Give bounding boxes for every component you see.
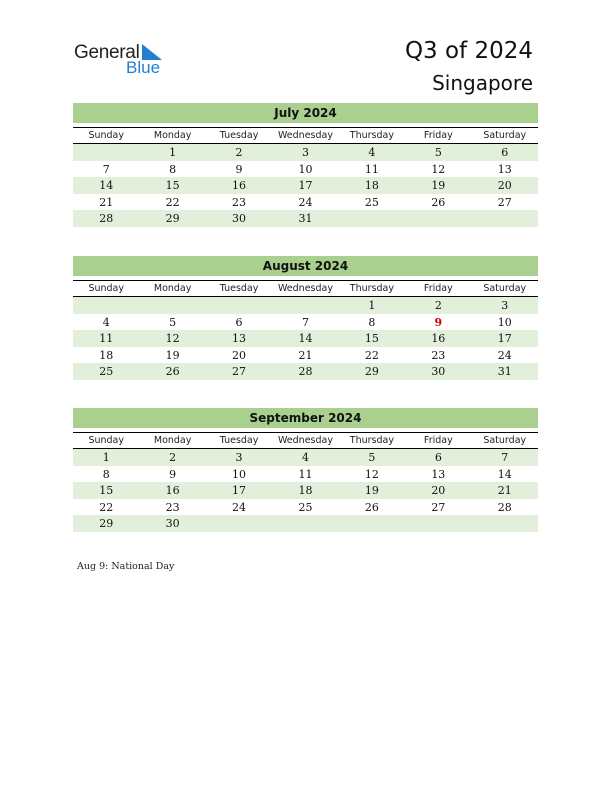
week-row	[73, 177, 538, 194]
day-cell: 30	[165, 517, 180, 530]
day-cell: 14	[298, 332, 313, 345]
logo-text-blue: Blue	[126, 58, 161, 77]
weeks-container	[73, 297, 538, 380]
day-cell: 17	[497, 332, 512, 345]
day-cell: 1	[169, 146, 177, 159]
weekday-label: Thursday	[349, 130, 394, 141]
day-cell: 31	[298, 212, 313, 225]
weekday-label: Tuesday	[219, 283, 259, 294]
week-row	[73, 347, 538, 364]
day-cell: 23	[165, 500, 180, 514]
day-cell: 26	[431, 195, 446, 209]
weekday-label: Sunday	[88, 283, 124, 294]
day-cell: 23	[232, 195, 247, 209]
day-cell	[272, 297, 338, 314]
day-cell: 15	[99, 484, 114, 497]
month-title: July 2024	[73, 103, 538, 123]
month-block-july	[73, 103, 538, 227]
day-cell: 7	[301, 315, 309, 329]
day-cell	[206, 297, 272, 314]
day-cell: 13	[431, 467, 446, 481]
day-cell: 2	[169, 451, 177, 464]
day-cell	[472, 210, 538, 227]
day-cell: 10	[497, 315, 512, 329]
weeks-container	[73, 449, 538, 532]
day-cell: 22	[364, 348, 379, 362]
week-row	[73, 330, 538, 347]
week-row	[73, 210, 538, 227]
day-cell: 29	[364, 365, 379, 378]
day-cell: 21	[497, 484, 512, 497]
day-cell: 16	[165, 484, 180, 497]
day-cell: 4	[368, 146, 376, 159]
day-cell: 18	[298, 484, 313, 497]
month-block-august	[73, 256, 538, 380]
day-cell: 12	[364, 467, 379, 481]
weekday-label: Friday	[423, 130, 453, 141]
day-cell: 20	[232, 348, 247, 362]
week-row	[73, 314, 538, 331]
day-cell: 25	[364, 195, 379, 209]
day-cell: 7	[102, 162, 110, 176]
day-cell: 30	[232, 212, 247, 225]
week-row	[73, 515, 538, 532]
day-cell: 19	[165, 348, 180, 362]
page-subtitle: Singapore	[432, 71, 533, 95]
day-cell	[272, 515, 338, 532]
day-cell: 27	[497, 195, 512, 209]
day-cell: 17	[232, 484, 247, 497]
day-cell: 1	[102, 451, 110, 464]
weekday-label: Saturday	[483, 130, 527, 141]
month-block-september	[73, 408, 538, 532]
weekday-label: Wednesday	[277, 283, 333, 294]
day-cell: 18	[364, 179, 379, 192]
day-cell: 2	[235, 146, 243, 159]
weeks-container	[73, 144, 538, 227]
day-cell: 21	[99, 195, 114, 209]
day-cell	[73, 144, 139, 161]
weekday-header-row	[73, 432, 538, 449]
day-cell: 30	[431, 365, 446, 378]
week-row	[73, 499, 538, 516]
day-cell: 27	[232, 365, 247, 378]
day-cell: 28	[298, 365, 313, 378]
day-cell: 25	[298, 500, 313, 514]
day-cell: 12	[165, 332, 180, 345]
page-title: Q3 of 2024	[404, 38, 533, 64]
day-cell: 13	[232, 332, 247, 345]
day-cell: 15	[364, 332, 379, 345]
day-cell: 6	[434, 451, 442, 464]
day-cell: 11	[364, 162, 379, 176]
day-cell: 6	[501, 146, 509, 159]
weekday-label: Tuesday	[219, 130, 259, 141]
weekday-header-row	[73, 127, 538, 144]
day-cell: 23	[431, 348, 446, 362]
day-cell: 11	[99, 332, 114, 345]
day-cell: 29	[165, 212, 180, 225]
day-cell: 18	[99, 348, 114, 362]
day-cell: 3	[501, 299, 509, 312]
day-cell: 4	[102, 315, 110, 329]
weekday-label: Wednesday	[277, 130, 333, 141]
weekday-label: Saturday	[483, 435, 527, 446]
day-cell: 11	[298, 467, 313, 481]
weekday-label: Thursday	[349, 283, 394, 294]
day-cell: 14	[99, 179, 114, 192]
weekday-label: Monday	[153, 130, 192, 141]
day-cell	[339, 210, 405, 227]
day-cell: 22	[99, 500, 114, 514]
day-cell: 17	[298, 179, 313, 192]
month-title: August 2024	[73, 256, 538, 276]
day-cell: 31	[497, 365, 512, 378]
day-cell: 14	[497, 467, 512, 481]
day-cell: 9	[235, 162, 243, 176]
day-cell: 16	[232, 179, 247, 192]
day-cell	[472, 515, 538, 532]
day-cell: 5	[169, 315, 177, 329]
week-row	[73, 161, 538, 178]
week-row	[73, 482, 538, 499]
day-cell: 4	[301, 451, 309, 464]
day-cell	[405, 515, 471, 532]
day-cell: 2	[434, 299, 442, 312]
week-row	[73, 144, 538, 161]
day-cell: 15	[165, 179, 180, 192]
day-cell: 29	[99, 517, 114, 530]
day-cell: 9	[434, 315, 443, 329]
day-cell: 7	[501, 451, 509, 464]
weekday-header-row	[73, 280, 538, 297]
day-cell: 20	[497, 179, 512, 192]
weekday-label: Saturday	[483, 283, 527, 294]
week-row	[73, 449, 538, 466]
day-cell: 5	[368, 451, 376, 464]
day-cell: 26	[364, 500, 379, 514]
day-cell: 21	[298, 348, 313, 362]
day-cell: 9	[169, 467, 177, 481]
day-cell: 8	[368, 315, 376, 329]
day-cell	[339, 515, 405, 532]
day-cell: 24	[298, 195, 313, 209]
weekday-label: Friday	[423, 283, 453, 294]
day-cell	[139, 297, 205, 314]
day-cell	[73, 297, 139, 314]
week-row	[73, 194, 538, 211]
day-cell	[405, 210, 471, 227]
day-cell: 8	[169, 162, 177, 176]
day-cell: 6	[235, 315, 243, 329]
day-cell: 3	[301, 146, 309, 159]
day-cell: 10	[298, 162, 313, 176]
week-row	[73, 466, 538, 483]
weekday-label: Wednesday	[277, 435, 333, 446]
day-cell: 1	[368, 299, 376, 312]
week-row	[73, 297, 538, 314]
day-cell: 19	[431, 179, 446, 192]
weekday-label: Monday	[153, 435, 192, 446]
day-cell: 16	[431, 332, 446, 345]
weekday-label: Monday	[153, 283, 192, 294]
day-cell: 28	[99, 212, 114, 225]
day-cell: 12	[431, 162, 446, 176]
weekday-label: Tuesday	[219, 435, 259, 446]
weekday-label: Sunday	[88, 435, 124, 446]
day-cell: 26	[165, 365, 180, 378]
weekday-label: Sunday	[88, 130, 124, 141]
weekday-label: Friday	[423, 435, 453, 446]
holiday-note: Aug 9: National Day	[77, 561, 175, 572]
day-cell: 24	[497, 348, 512, 362]
day-cell	[206, 515, 272, 532]
day-cell: 10	[232, 467, 247, 481]
day-cell: 13	[497, 162, 512, 176]
day-cell: 24	[232, 500, 247, 514]
day-cell: 27	[431, 500, 446, 514]
day-cell: 8	[102, 467, 110, 481]
day-cell: 22	[165, 195, 180, 209]
day-cell: 25	[99, 365, 114, 378]
day-cell: 28	[497, 500, 512, 514]
weekday-label: Thursday	[349, 435, 394, 446]
logo-text-general: General	[74, 42, 140, 63]
day-cell: 19	[364, 484, 379, 497]
month-title: September 2024	[73, 408, 538, 428]
week-row	[73, 363, 538, 380]
day-cell: 20	[431, 484, 446, 497]
day-cell: 5	[434, 146, 442, 159]
brand-logo	[74, 42, 184, 78]
day-cell: 3	[235, 451, 243, 464]
